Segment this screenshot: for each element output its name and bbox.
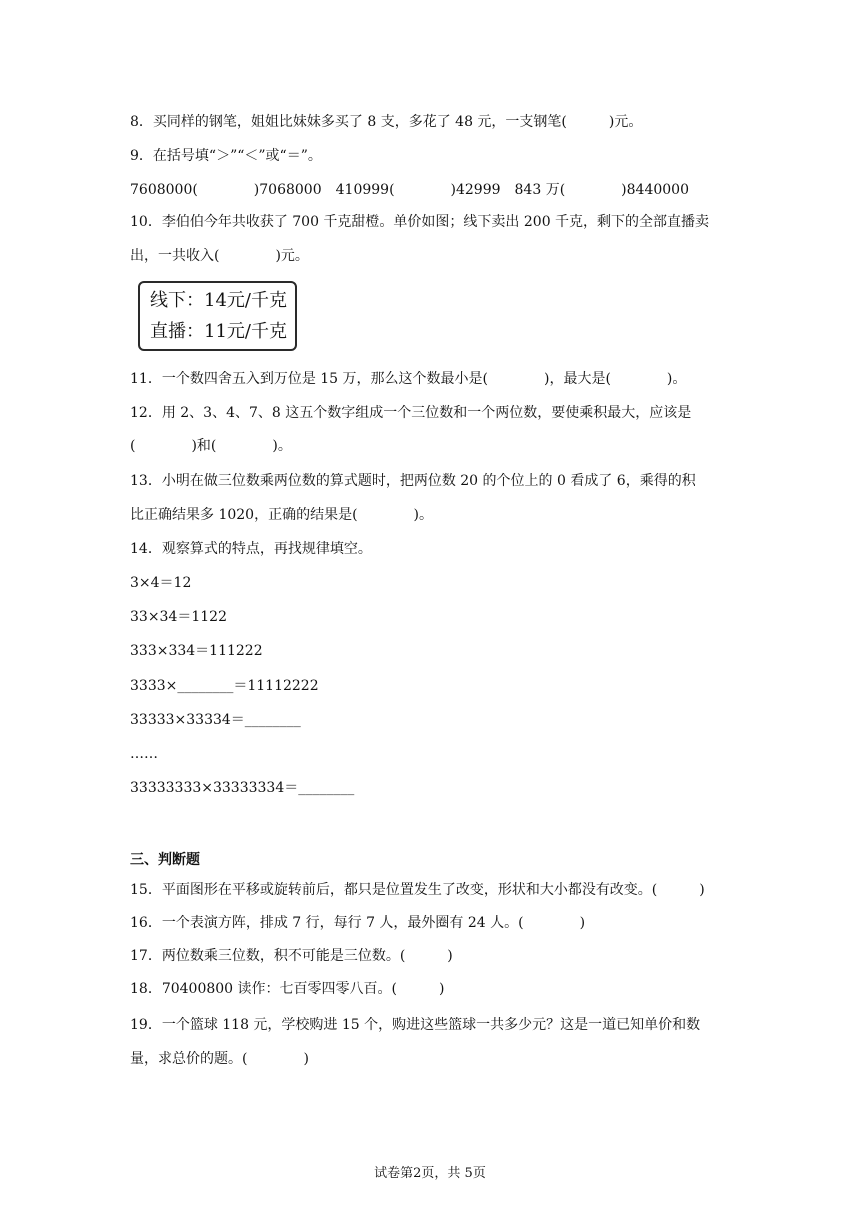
section-3-title: 三、判断题 <box>130 852 200 868</box>
question-10-line-2: 出，一共收入( )元。 <box>130 248 309 264</box>
price-box <box>138 281 297 351</box>
question-13-line-2: 比正确结果多 1020，正确的结果是( )。 <box>130 507 434 523</box>
question-17: 17．两位数乘三位数，积不可能是三位数。( ) <box>130 948 453 964</box>
price-live: 直播：11元/千克 <box>150 321 287 342</box>
question-19-line-1: 19．一个篮球 118 元，学校购进 15 个，购进这些篮球一共多少元？这是一道已知单价和数 <box>130 1017 701 1033</box>
question-15: 15．平面图形在平移或旋转前后，都只是位置发生了改变，形状和大小都没有改变。( ) <box>130 882 705 898</box>
question-16: 16．一个表演方阵，排成 7 行，每行 7 人，最外圈有 24 人。( ) <box>130 915 586 931</box>
pattern-line: 33333×33334＝________ <box>130 712 301 728</box>
question-12-line-2: ( )和( )。 <box>130 438 292 454</box>
question-13-line-1: 13．小明在做三位数乘两位数的算式题时，把两位数 20 的个位上的 0 看成了 6，乘得的积 <box>130 473 696 489</box>
question-9-items: 7608000( )7068000 410999( )42999 843 万( )8440000 <box>130 182 689 198</box>
price-offline: 线下：14元/千克 <box>150 290 287 311</box>
pattern-ellipsis: …… <box>130 746 158 762</box>
pattern-line: 33333333×33333334＝________ <box>130 780 355 796</box>
question-18: 18．70400800 读作：七百零四零八百。( ) <box>130 981 445 997</box>
pattern-line: 3×4＝12 <box>130 575 192 591</box>
pattern-line: 3333×________＝11112222 <box>130 678 319 694</box>
pattern-line: 333×334＝111222 <box>130 643 263 659</box>
question-12-line-1: 12．用 2、3、4、7、8 这五个数字组成一个三位数和一个两位数，要使乘积最大，应该是 <box>130 405 692 421</box>
question-14: 14．观察算式的特点，再找规律填空。 <box>130 541 372 557</box>
question-11: 11．一个数四舍五入到万位是 15 万，那么这个数最小是( )，最大是( )。 <box>130 371 687 387</box>
question-8: 8．买同样的钢笔，姐姐比妹妹多买了 8 支，多花了 48 元，一支钢笔( )元。 <box>130 114 643 130</box>
pattern-line: 33×34＝1122 <box>130 609 227 625</box>
page-footer: 试卷第2页，共 5页 <box>374 1166 486 1181</box>
question-10-line-1: 10．李伯伯今年共收获了 700 千克甜橙。单价如图；线下卖出 200 千克，剩下的全部直播卖 <box>130 214 710 230</box>
question-9: 9．在括号填“＞”“＜”或“＝”。 <box>130 148 322 164</box>
question-19-line-2: 量，求总价的题。( ) <box>130 1051 309 1067</box>
